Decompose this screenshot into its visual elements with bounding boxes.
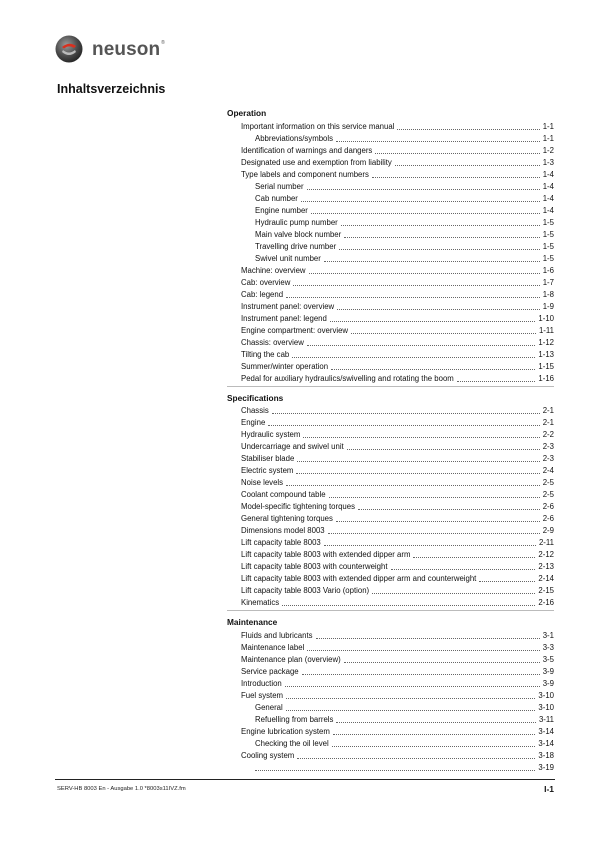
toc-entry-page: 3-10 [538,702,554,712]
toc-entry-label: Identification of warnings and dangers [241,145,373,155]
dot-leader [255,770,535,771]
dot-leader [297,461,539,462]
toc-entry-label: Fuel system [241,690,284,700]
toc-entry[interactable] [227,348,554,360]
toc-entry[interactable] [227,665,554,677]
toc-entry-label: Hydraulic pump number [255,217,338,227]
toc-entry[interactable] [227,144,554,156]
toc-entry-label: Engine compartment: overview [241,325,349,335]
toc-entry-label: Checking the oil level [255,738,329,748]
dot-leader [358,509,540,510]
toc-entry-label: Machine: overview [241,265,306,275]
toc-entry[interactable] [227,312,554,324]
toc-entry[interactable] [227,560,554,572]
footer-divider [55,779,555,780]
toc-entry-label: Summer/winter operation [241,361,329,371]
dot-leader [307,189,540,190]
dot-leader [330,321,536,322]
dot-leader [282,605,535,606]
dot-leader [336,722,536,723]
dot-leader [344,662,540,663]
toc-entry-page: 2-5 [542,490,554,499]
toc-entry[interactable] [227,240,554,252]
toc-section [227,616,554,773]
dot-leader [286,710,536,711]
toc-entry-label: Lift capacity table 8003 with extended dipper arm [241,550,411,559]
toc-entry[interactable] [227,653,554,665]
toc-entry-label: Introduction [241,678,282,688]
toc-entry[interactable] [227,428,554,440]
toc-entry[interactable] [227,204,554,216]
toc-entry[interactable] [227,264,554,276]
dot-leader [332,746,536,747]
toc-entry-page: 1-11 [538,325,554,335]
toc-entry[interactable] [227,512,554,524]
dot-leader [307,650,539,651]
dot-leader [351,333,536,334]
toc-entry[interactable] [227,228,554,240]
toc-entry-label: Fluids and lubricants [241,630,313,640]
toc-entry[interactable] [227,404,554,416]
dot-leader [286,485,540,486]
brand-name: neuson® [92,38,165,60]
toc-entry-page: 3-5 [542,654,554,664]
toc-section-title: Operation [227,108,267,118]
toc-section-title: Maintenance [227,617,278,627]
toc-entry-page: 3-19 [538,762,554,772]
toc-entry-page: 3-14 [538,726,554,736]
toc-entry[interactable] [227,300,554,312]
toc-entry-page: 3-14 [538,738,554,748]
toc-entry-label: Designated use and exemption from liability [241,157,392,167]
toc-entry-page: 1-6 [542,265,554,275]
toc-entry-page: 1-5 [542,241,554,251]
toc-entry-label: Coolant compound table [241,490,326,499]
toc-section [227,392,554,612]
toc-entry[interactable] [227,749,554,761]
toc-entry[interactable] [227,360,554,372]
dot-leader [341,225,540,226]
dot-leader [397,129,539,130]
toc-entry-label: Hydraulic system [241,430,301,439]
toc-entry-page: 1-5 [542,253,554,263]
toc-entry-label: Lift capacity table 8003 [241,538,321,547]
toc-entry-page: 3-3 [542,642,554,652]
dot-leader [285,686,540,687]
toc-entry-label: Kinematics [241,598,280,607]
toc-entry-page: 2-1 [542,406,554,415]
toc-entry-page: 1-4 [542,181,554,191]
table-of-contents [227,107,554,778]
toc-entry-page: 2-3 [542,442,554,451]
toc-entry[interactable] [227,701,554,713]
toc-entry[interactable] [227,452,554,464]
toc-entry-page: 3-1 [542,630,554,640]
toc-entry[interactable] [227,192,554,204]
toc-entry-page: 1-13 [538,349,554,359]
toc-entry[interactable] [227,288,554,300]
toc-entry-page: 1-9 [542,301,554,311]
toc-entry[interactable] [227,464,554,476]
toc-entry-label: Tilting the cab [241,349,290,359]
toc-entry-page: 3-10 [538,690,554,700]
toc-entry[interactable] [227,276,554,288]
toc-entry[interactable] [227,536,554,548]
toc-entry-label: Electric system [241,466,294,475]
dot-leader [336,521,540,522]
section-divider [227,610,554,611]
toc-entry-page: 1-12 [538,337,554,347]
toc-entry-label: Undercarriage and swivel unit [241,442,344,451]
toc-entry-label: Chassis: overview [241,337,304,347]
toc-entry[interactable] [227,216,554,228]
toc-entry-page: 2-11 [538,538,554,547]
dot-leader [375,153,539,154]
dot-leader [324,545,536,546]
toc-entry-page: 1-5 [542,229,554,239]
toc-entry-label: Model-specific tightening torques [241,502,355,511]
toc-entry[interactable] [227,713,554,725]
toc-entry-page: 1-15 [538,361,554,371]
toc-entry-page: 1-7 [542,277,554,287]
toc-entry-label: Main valve block number [255,229,342,239]
toc-entry-page: 1-1 [542,121,554,131]
toc-entry-page: 1-3 [542,157,554,167]
toc-entry-label: Type labels and component numbers [241,169,369,179]
toc-entry-label: Instrument panel: overview [241,301,335,311]
toc-entry-label: Engine [241,418,266,427]
toc-entry-label: Swivel unit number [255,253,321,263]
toc-entry[interactable] [227,548,554,560]
toc-entry-label: Refuelling from barrels [255,714,334,724]
toc-entry-label: Cab number [255,193,298,203]
toc-entry-label: Lift capacity table 8003 with counterweight [241,562,388,571]
toc-entry-label: Abbreviations/symbols [255,133,334,143]
dot-leader [333,734,536,735]
page-header [55,33,165,65]
footer-page-number: I-1 [544,784,554,794]
toc-entry-label: Maintenance plan (overview) [241,654,341,664]
toc-entry-page: 2-1 [542,418,554,427]
dot-leader [337,309,540,310]
toc-entry-page: 2-13 [538,562,554,571]
toc-entry[interactable] [227,252,554,264]
toc-entry[interactable] [227,677,554,689]
toc-entry[interactable] [227,336,554,348]
toc-entry-label: Service package [241,666,299,676]
dot-leader [395,165,540,166]
toc-entry-label: Dimensions model 8003 [241,526,325,535]
toc-entry-page: 2-16 [538,598,554,607]
toc-entry[interactable] [227,168,554,180]
toc-entry-label: Lift capacity table 8003 Vario (option) [241,586,370,595]
dot-leader [307,345,536,346]
toc-entry-page: 2-14 [538,574,554,583]
toc-entry-page: 2-3 [542,454,554,463]
toc-entry[interactable] [227,132,554,144]
toc-entry[interactable] [227,584,554,596]
toc-entry[interactable] [227,737,554,749]
toc-entry-label: General tightening torques [241,514,333,523]
toc-entry[interactable] [227,372,554,384]
toc-entry-label: Chassis [241,406,269,415]
toc-entry-page: 2-6 [542,514,554,523]
toc-entry-page: 3-9 [542,666,554,676]
toc-entry[interactable] [227,725,554,737]
toc-entry-label: General [255,702,283,712]
dot-leader [302,674,540,675]
dot-leader [309,273,540,274]
toc-entry-label: Serial number [255,181,304,191]
toc-entry[interactable] [227,629,554,641]
dot-leader [413,557,535,558]
toc-entry-page: 1-4 [542,169,554,179]
dot-leader [372,177,540,178]
toc-entry-page: 2-6 [542,502,554,511]
dot-leader [311,213,540,214]
toc-entry[interactable] [227,440,554,452]
dot-leader [272,413,540,414]
toc-entry-page: 1-4 [542,193,554,203]
dot-leader [297,758,535,759]
toc-entry-page: 3-9 [542,678,554,688]
dot-leader [331,369,535,370]
toc-entry-label: Engine lubrication system [241,726,330,736]
dot-leader [293,285,539,286]
dot-leader [479,581,535,582]
footer-document-id: SERV-HB 8003 En - Ausgabe 1.0 *8003s11IVZ.fm [57,786,186,792]
toc-entry-page: 3-11 [538,714,554,724]
toc-entry[interactable] [227,120,554,132]
dot-leader [391,569,536,570]
toc-entry[interactable] [227,180,554,192]
toc-entry-page: 1-10 [538,313,554,323]
dot-leader [344,237,539,238]
page-title: Inhaltsverzeichnis [57,82,166,96]
toc-entry-page: 2-5 [542,478,554,487]
neuson-logo-icon [55,35,83,63]
toc-entry[interactable] [227,324,554,336]
toc-entry-page: 2-12 [538,550,554,559]
toc-entry-label: Cab: overview [241,277,291,287]
toc-entry[interactable] [227,572,554,584]
toc-entry-page: 1-2 [542,145,554,155]
toc-entry-page: 1-5 [542,217,554,227]
dot-leader [303,437,539,438]
toc-entry-label: Cab: legend [241,289,284,299]
toc-entry-page: 2-15 [538,586,554,595]
toc-entry-page: 1-1 [542,133,554,143]
toc-entry-label: Pedal for auxiliary hydraulics/swivelling and rotating the boom [241,373,454,383]
dot-leader [324,261,540,262]
toc-entry[interactable] [227,689,554,701]
dot-leader [286,297,540,298]
toc-entry-label: Maintenance label [241,642,305,652]
toc-entry-page: 3-18 [538,750,554,760]
toc-entry-page: 2-9 [542,526,554,535]
toc-entry-page: 1-4 [542,205,554,215]
toc-entry-label: Travelling drive number [255,241,337,251]
dot-leader [316,638,540,639]
dot-leader [347,449,540,450]
dot-leader [296,473,539,474]
dot-leader [292,357,535,358]
toc-entry-label: Lift capacity table 8003 with extended dipper arm and counterweight [241,574,477,583]
dot-leader [268,425,539,426]
toc-entry[interactable] [227,641,554,653]
toc-section-title: Specifications [227,392,284,403]
dot-leader [328,533,540,534]
toc-entry[interactable] [227,416,554,428]
toc-entry-label: Stabiliser blade [241,454,295,463]
dot-leader [339,249,540,250]
toc-entry-label: Noise levels [241,478,284,487]
dot-leader [286,698,535,699]
toc-entry[interactable] [227,500,554,512]
toc-entry[interactable] [227,156,554,168]
section-divider [227,386,554,387]
dot-leader [336,141,540,142]
dot-leader [329,497,540,498]
toc-entry-page: 1-16 [538,373,554,383]
toc-entry-page: 2-4 [542,466,554,475]
toc-entry[interactable] [227,596,554,608]
toc-entry-label: Cooling system [241,750,295,760]
dot-leader [372,593,535,594]
toc-entry-page: 2-2 [542,430,554,439]
toc-entry-label: Instrument panel: legend [241,313,327,323]
toc-entry-label: Engine number [255,205,308,215]
toc-entry[interactable] [227,524,554,536]
toc-entry-page: 1-8 [542,289,554,299]
toc-entry[interactable] [227,761,554,773]
dot-leader [457,381,536,382]
toc-entry[interactable] [227,476,554,488]
toc-section [227,107,554,387]
toc-entry-label: Important information on this service manual [241,121,395,131]
dot-leader [301,201,540,202]
toc-entry[interactable] [227,488,554,500]
